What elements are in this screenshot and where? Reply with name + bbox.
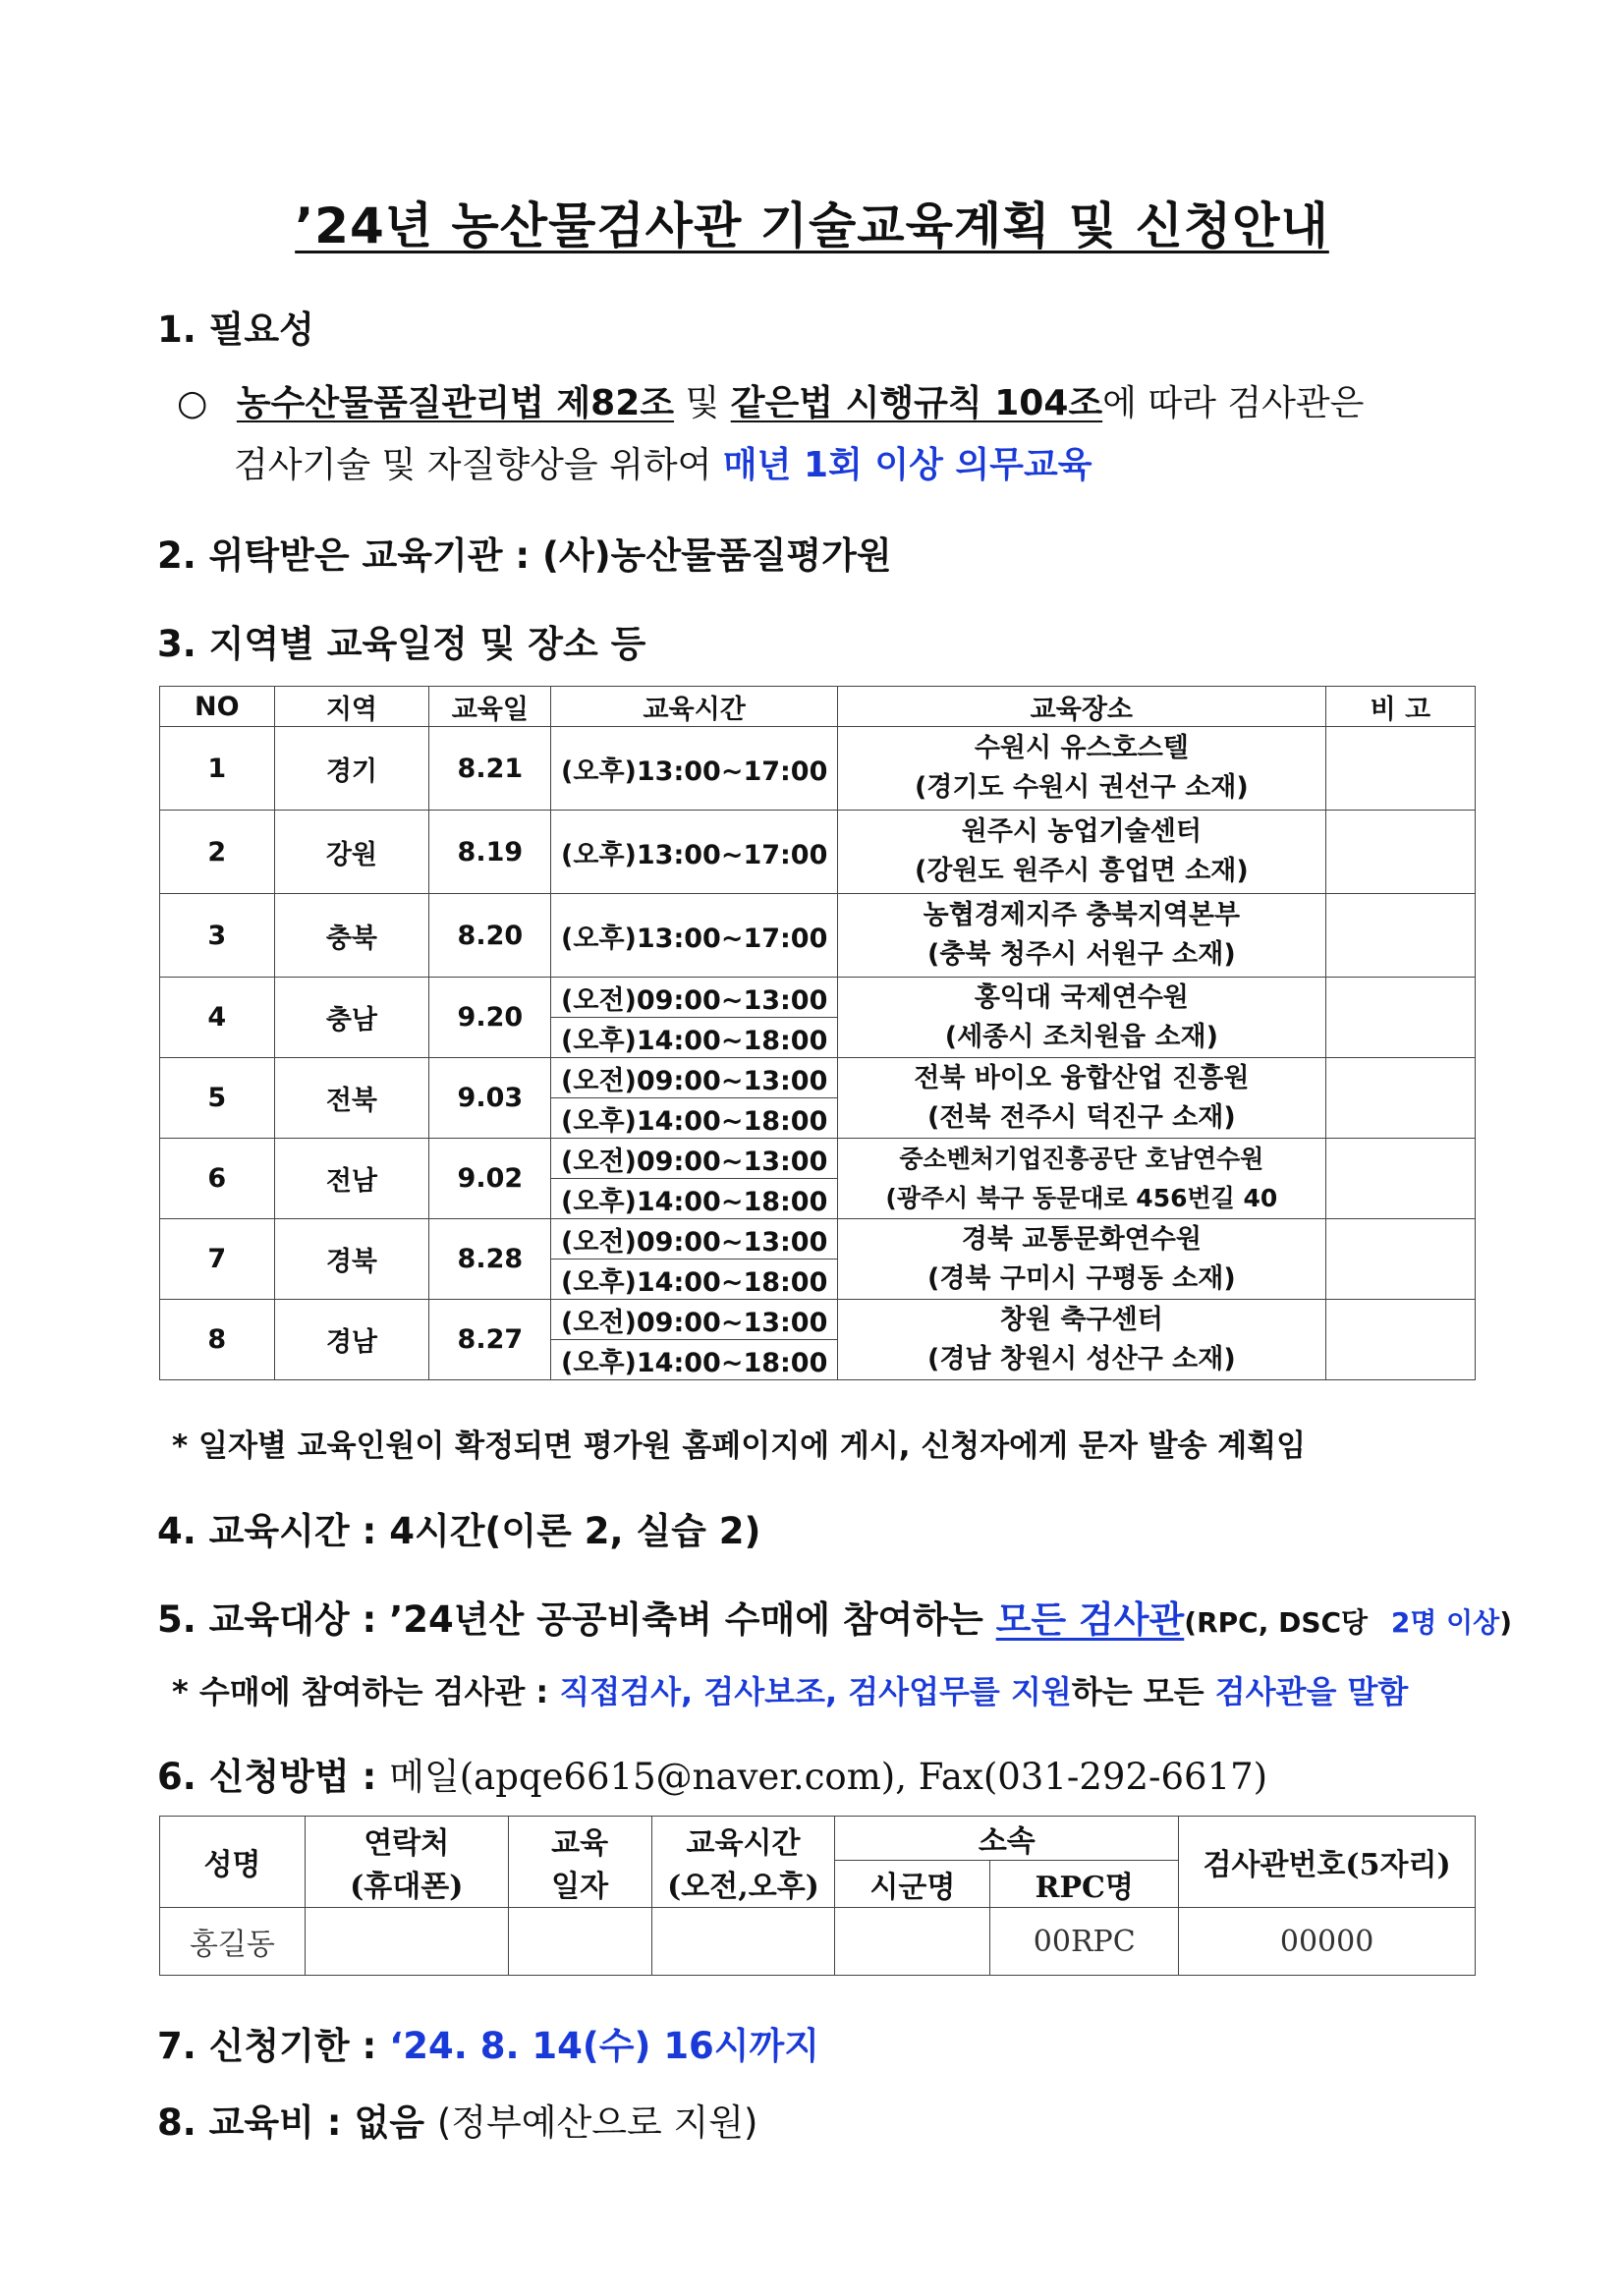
count-emphasis: 2명 이상 <box>1390 1606 1500 1639</box>
section-5-note-mid: 하는 모든 <box>1071 1673 1215 1710</box>
cell-time-am: (오전)09:00~13:00 <box>551 1058 838 1098</box>
form-header-rpc: RPC명 <box>990 1861 1179 1908</box>
form-value-name: 홍길동 <box>160 1908 306 1976</box>
section-5-paren-close: ) <box>1499 1606 1513 1639</box>
cell-no: 5 <box>160 1058 275 1139</box>
section-4-heading: 4. 교육시간 : 4시간(이론 2, 실습 2) <box>157 1510 761 1552</box>
place-address: (세종시 조치원읍 소재) <box>944 1021 1218 1052</box>
cell-place <box>837 1300 1325 1380</box>
form-value-rpc: 00RPC <box>990 1908 1179 1976</box>
schedule-footnote: * 일자별 교육인원이 확정되면 평가원 홈페이지에 게시, 신청자에게 문자 발송 계획임 <box>172 1428 1307 1464</box>
cell-note <box>1325 811 1475 894</box>
table-row <box>160 894 1476 978</box>
place-name: 전북 바이오 융합산업 진흥원 <box>914 1062 1250 1093</box>
cell-time-am: (오전)09:00~13:00 <box>551 978 838 1018</box>
section-6-heading <box>157 1747 1267 1800</box>
section-2-heading: 2. 위탁받은 교육기관 : (사)농산물품질평가원 <box>157 534 892 577</box>
bullet: ○ <box>177 383 208 423</box>
all-inspectors-emphasis: 모든 검사관 <box>995 1598 1185 1641</box>
place-address: (광주시 북구 동문대로 456번길 40 <box>885 1183 1278 1212</box>
cell-time: (오후)13:00~17:00 <box>551 894 838 978</box>
cell-date: 8.21 <box>429 727 551 811</box>
cell-no: 8 <box>160 1300 275 1380</box>
form-header-date-line-1: 교육 <box>551 1826 609 1861</box>
cell-place <box>837 894 1325 978</box>
form-header-city: 시군명 <box>835 1861 990 1908</box>
place-name: 농협경제지주 충북지역본부 <box>923 900 1241 930</box>
section-1-line-1 <box>177 375 1364 425</box>
cell-region: 경남 <box>274 1300 429 1380</box>
cell-place <box>837 1139 1325 1219</box>
place-address: (강원도 원주시 흥업면 소재) <box>914 856 1249 886</box>
application-form-table <box>159 1816 1476 1976</box>
mandatory-education-emphasis: 매년 1회 이상 의무교육 <box>722 445 1092 485</box>
section-5-paren-open: (RPC, DSC당 <box>1184 1606 1377 1639</box>
cell-region: 경북 <box>274 1219 429 1300</box>
cell-time-am: (오전)09:00~13:00 <box>551 1139 838 1179</box>
law-reference-2: 같은법 시행규칙 104조 <box>730 383 1103 423</box>
conjunction: 및 <box>674 383 731 423</box>
section-8-note: (정부예산으로 지원) <box>436 2101 758 2144</box>
cell-no: 6 <box>160 1139 275 1219</box>
cell-date: 9.03 <box>429 1058 551 1139</box>
table-row <box>160 727 1476 811</box>
section-8-heading <box>157 2093 757 2146</box>
schedule-header-row <box>160 687 1476 727</box>
section-6-label: 6. 신청방법 : <box>157 1756 390 1798</box>
form-header-inspector-no: 검사관번호(5자리) <box>1179 1817 1476 1908</box>
place-name: 창원 축구센터 <box>999 1304 1163 1335</box>
form-header-date-line-2: 일자 <box>551 1870 609 1904</box>
form-value-city <box>835 1908 990 1976</box>
application-method: 메일(apqe6615@naver.com), Fax(031-292-6617) <box>389 1756 1268 1798</box>
cell-note <box>1325 894 1475 978</box>
cell-time-pm: (오후)14:00~18:00 <box>551 1179 838 1219</box>
cell-time-pm: (오후)14:00~18:00 <box>551 1260 838 1300</box>
header-no: NO <box>160 687 275 727</box>
cell-no: 4 <box>160 978 275 1058</box>
header-date: 교육일 <box>429 687 551 727</box>
cell-time: (오후)13:00~17:00 <box>551 727 838 811</box>
cell-date: 8.19 <box>429 811 551 894</box>
section-8-label: 8. 교육비 : 없음 <box>157 2101 437 2144</box>
section-3-heading: 3. 지역별 교육일정 및 장소 등 <box>157 623 646 665</box>
table-row <box>160 978 1476 1018</box>
cell-place <box>837 811 1325 894</box>
application-deadline: ‘24. 8. 14(수) 16시까지 <box>389 2025 820 2067</box>
cell-date: 9.20 <box>429 978 551 1058</box>
cell-region: 전북 <box>274 1058 429 1139</box>
section-7-label: 7. 신청기한 : <box>157 2025 390 2067</box>
cell-no: 2 <box>160 811 275 894</box>
cell-region: 경기 <box>274 727 429 811</box>
cell-region: 충북 <box>274 894 429 978</box>
place-name: 원주시 농업기술센터 <box>961 816 1202 847</box>
form-header-time-line-2: (오전,오후) <box>667 1870 819 1904</box>
cell-time: (오후)13:00~17:00 <box>551 811 838 894</box>
cell-no: 1 <box>160 727 275 811</box>
cell-time-pm: (오후)14:00~18:00 <box>551 1098 838 1139</box>
cell-region: 강원 <box>274 811 429 894</box>
table-row <box>160 1300 1476 1340</box>
table-row <box>160 1058 1476 1098</box>
section-5-note <box>172 1667 1408 1712</box>
section-7-heading <box>157 2016 819 2069</box>
cell-region: 충남 <box>274 978 429 1058</box>
cell-date: 8.20 <box>429 894 551 978</box>
cell-note <box>1325 1058 1475 1139</box>
cell-note <box>1325 978 1475 1058</box>
section-1-rest: 에 따라 검사관은 <box>1102 383 1365 423</box>
cell-note <box>1325 1139 1475 1219</box>
cell-date: 8.27 <box>429 1300 551 1380</box>
place-address: (충북 청주시 서원구 소재) <box>926 939 1236 970</box>
table-row <box>160 1219 1476 1260</box>
cell-date: 9.02 <box>429 1139 551 1219</box>
form-value-time <box>651 1908 835 1976</box>
form-header-belong: 소속 <box>835 1817 1179 1861</box>
cell-note <box>1325 727 1475 811</box>
cell-place <box>837 1058 1325 1139</box>
cell-region: 전남 <box>274 1139 429 1219</box>
form-example-row <box>160 1908 1476 1976</box>
section-1-line-2 <box>234 437 1092 487</box>
place-address: (전북 전주시 덕진구 소재) <box>926 1101 1236 1133</box>
cell-time-pm: (오후)14:00~18:00 <box>551 1340 838 1380</box>
header-region: 지역 <box>274 687 429 727</box>
header-time: 교육시간 <box>551 687 838 727</box>
form-header-name: 성명 <box>160 1817 306 1908</box>
cell-note <box>1325 1219 1475 1300</box>
schedule-table <box>159 686 1476 1380</box>
cell-no: 7 <box>160 1219 275 1300</box>
section-5-note-blue-2: 검사관을 말함 <box>1214 1673 1409 1710</box>
table-row <box>160 811 1476 894</box>
section-1-heading: 1. 필요성 <box>157 308 314 351</box>
cell-place <box>837 727 1325 811</box>
form-value-date <box>508 1908 651 1976</box>
place-name: 수원시 유스호스텔 <box>974 733 1189 763</box>
form-header-time <box>651 1817 835 1908</box>
table-row <box>160 1139 1476 1179</box>
section-5-heading <box>157 1590 1512 1643</box>
place-name: 홍익대 국제연수원 <box>974 981 1189 1013</box>
cell-place <box>837 1219 1325 1300</box>
section-1-line-2-text: 검사기술 및 자질향상을 위하여 <box>234 445 723 485</box>
form-value-contact <box>305 1908 508 1976</box>
section-5-note-blue-1: 직접검사, 검사보조, 검사업무를 지원 <box>559 1673 1072 1710</box>
cell-time-am: (오전)09:00~13:00 <box>551 1300 838 1340</box>
cell-time-pm: (오후)14:00~18:00 <box>551 1018 838 1058</box>
cell-no: 3 <box>160 894 275 978</box>
cell-note <box>1325 1300 1475 1380</box>
cell-place <box>837 978 1325 1058</box>
form-header-date <box>508 1817 651 1908</box>
cell-date: 8.28 <box>429 1219 551 1300</box>
header-place: 교육장소 <box>837 687 1325 727</box>
header-note: 비 고 <box>1325 687 1475 727</box>
section-5-note-prefix: * 수매에 참여하는 검사관 : <box>172 1673 560 1710</box>
form-header-time-line-1: 교육시간 <box>686 1826 801 1861</box>
form-value-inspector-no: 00000 <box>1179 1908 1476 1976</box>
form-header-contact-line-1: 연락처 <box>364 1826 450 1861</box>
form-header-row <box>160 1817 1476 1861</box>
section-5-prefix: 5. 교육대상 : ’24년산 공공비축벼 수매에 참여하는 <box>157 1598 996 1641</box>
law-reference-1: 농수산물품질관리법 제82조 <box>236 383 675 423</box>
form-header-contact <box>305 1817 508 1908</box>
cell-time-am: (오전)09:00~13:00 <box>551 1219 838 1260</box>
form-header-contact-line-2: (휴대폰) <box>350 1870 464 1904</box>
place-address: (경북 구미시 구평동 소재) <box>926 1262 1236 1294</box>
place-address: (경기도 수원시 권선구 소재) <box>914 772 1249 803</box>
place-name: 경북 교통문화연수원 <box>961 1223 1202 1255</box>
place-name: 중소벤처기업진흥공단 호남연수원 <box>899 1144 1264 1173</box>
place-address: (경남 창원시 성산구 소재) <box>926 1343 1236 1374</box>
document-title: ’24년 농산물검사관 기술교육계획 및 신청안내 <box>295 197 1329 254</box>
